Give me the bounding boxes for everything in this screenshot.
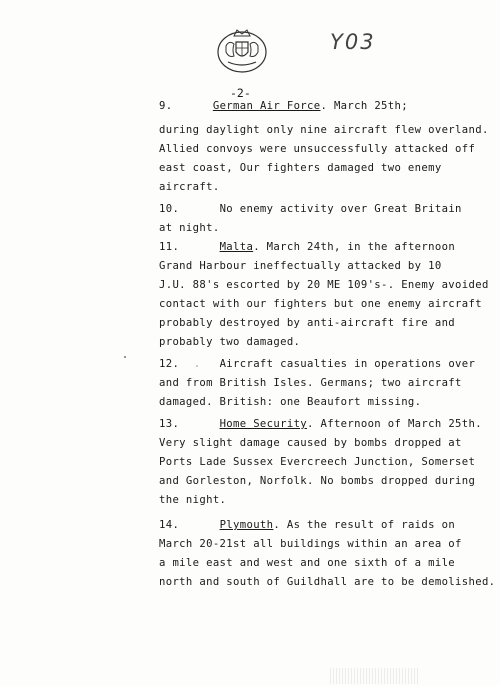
item-11-line-3: J.U. 88's escorted by 20 ME 109's-. Enemy avoided	[159, 279, 489, 291]
item-14-line-3: a mile east and west and one sixth of a mile	[159, 557, 456, 569]
item-10-line-2: at night.	[159, 222, 220, 234]
item-13-line-3: Ports Lade Sussex Evercreech Junction, Somerset	[159, 456, 476, 468]
page-number: -2-	[230, 86, 251, 100]
scan-speck	[124, 356, 126, 358]
item-11-line-4: contact with our fighters but one enemy aircraft	[159, 298, 482, 310]
item-11-line-6: probably two damaged.	[159, 336, 301, 348]
item-11-heading: Malta	[219, 241, 254, 253]
item-13-line-4: and Gorleston, Norfolk. No bombs dropped during	[159, 475, 476, 487]
item-9-line-1: 9. German Air Force. March 25th;	[159, 100, 408, 112]
item-10-number: 10.	[159, 203, 180, 215]
item-13-number: 13.	[159, 418, 180, 430]
item-11-line-5: probably destroyed by anti-aircraft fire and	[159, 317, 456, 329]
item-12-line-1: 12. Aircraft casualties in operations over	[159, 358, 476, 370]
item-14-heading: Plymouth	[219, 519, 274, 531]
item-14-line-1: 14. Plymouth. As the result of raids on	[159, 519, 456, 531]
scan-smudge	[330, 668, 420, 684]
item-9-number: 9.	[159, 100, 173, 112]
item-9-heading: German Air Force	[212, 100, 321, 112]
item-11-number: 11.	[159, 241, 180, 253]
document-reference-number: Y03	[330, 30, 376, 54]
item-13-line-2: Very slight damage caused by bombs dropped at	[159, 437, 462, 449]
item-14-number: 14.	[159, 519, 180, 531]
item-14-line-4: north and south of Guildhall are to be demolished.	[159, 576, 496, 588]
item-13-line-1: 13. Home Security. Afternoon of March 25th.	[159, 418, 482, 430]
item-11-line-2: Grand Harbour ineffectually attacked by 10	[159, 260, 442, 272]
item-13-line-5: the night.	[159, 494, 227, 506]
scan-speck	[196, 365, 198, 367]
item-12-line-3: damaged. British: one Beaufort missing.	[159, 396, 422, 408]
item-9-line-3: Allied convoys were unsuccessfully attacked off	[159, 143, 476, 155]
item-9-line-5: aircraft.	[159, 181, 220, 193]
item-12-line-2: and from British Isles. Germans; two aircraft	[159, 377, 462, 389]
item-12-number: 12.	[159, 358, 180, 370]
item-13-heading: Home Security	[219, 418, 308, 430]
item-11-line-1: 11. Malta. March 24th, in the afternoon	[159, 241, 456, 253]
item-10-line-1: 10. No enemy activity over Great Britain	[159, 203, 462, 215]
item-9-line-2: during daylight only nine aircraft flew overland.	[159, 124, 489, 136]
item-14-line-2: March 20-21st all buildings within an area of	[159, 538, 462, 550]
item-9-line-4: east coast, Our fighters damaged two enemy	[159, 162, 442, 174]
